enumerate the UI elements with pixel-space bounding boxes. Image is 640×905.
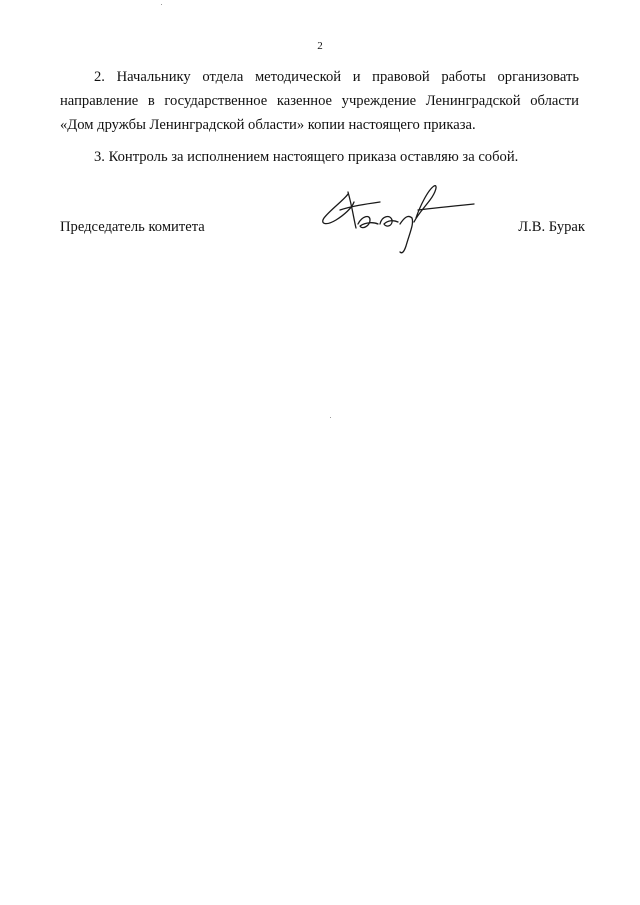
signer-name: Л.В. Бурак <box>518 219 585 235</box>
paragraph-3: 3. Контроль за исполнением настоящего приказа оставляю за собой. <box>94 149 519 165</box>
page-number: 2 <box>317 40 323 52</box>
handwritten-signature <box>318 180 478 260</box>
scan-speck <box>161 4 162 5</box>
paragraph-2: 2. Начальнику отдела методической и правовой работы организовать направление в государственное казенное учреждение Ленинградской области «Дом дружбы Ленинградской области» копии настоящего приказа. <box>60 69 579 133</box>
signer-position: Председатель комитета <box>60 219 205 235</box>
scan-speck <box>330 417 331 418</box>
